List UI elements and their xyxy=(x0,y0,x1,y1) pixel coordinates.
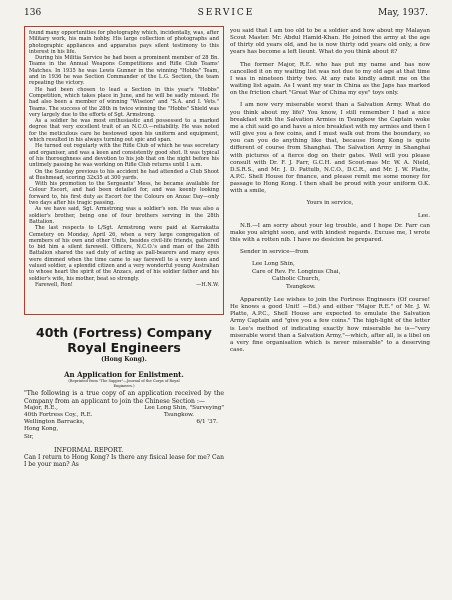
obituary-paragraph: As a soldier he was most enthusiastic and possessed to a marked degree that very excellent trait of an N.C.O.—reliability. He was noted for the meticulous care he bestowed upon his uniform and equipment, which resulted in his always turning out spic and span. xyxy=(29,118,219,144)
reprint-note: (Reprinted from "The Sapper"—Journal of the Corps of Royal Engineers.) xyxy=(68,379,180,388)
sender-line: Sender in service—from xyxy=(240,249,309,256)
letter-paragraph: I am now very miserable worst than a Salvation Army. What do you think about my life? You know, I still remember I had a nice breakfast with the Salvation Armies in Tsungkow the Captain woke me a chit said go and have a nice breakfast with my armies and then I will give you a few coins, and I must walk out from the boundary, so you can you do anything like that, because Hong Kong is quite different of course from Shanghai. The Salvation Army in Shanghai with pictures of a fierce dog on their gates. Well will you please consult with Dr. F. J. Farr, G.C.H. and Scout-mas Mr. W. A. Nield, D.S.R.S., and Mr. J. D. Pattulb, N.C.O., D.C.R., and Mr. J. W. Platte, A.P.C. Shell House for finance, and please remit me some money for passage to Hong Kong. I then shall be proud with your uniform O.K. with a smile, xyxy=(230,102,430,195)
letter-address: Major, R.E., Lee Long Shin, "Surveying" 40th Fortress Coy., R.E. Tsungkow. Wellington Barracks, 6/1 '37. Hong Kong, Sir, xyxy=(24,405,224,440)
obituary-paragraph: found many opportunities for photography which, incidentally, was, after Military work, his main hobby. His large collection of photographs and photographic appliances and apparatus pays silent testimony to this interest in his life. xyxy=(29,30,219,55)
lead-paragraph: "The following is a true copy of an application received by the Company from an applicant to join the Chinese Section :— xyxy=(24,390,224,405)
left-column xyxy=(24,26,224,469)
editor-commentary: Apparently Lee wishes to join the Fortress Engineers (Of course! He knows a good Unit! —Ed.) and either "Major R.E." of Mr. J. W. Platte, A.P.C., Shell House are expected to emulate the Salvation Army Captain and "give you a few coins." The high-light of the letter is Lee's method of indicating exactly how miserable he is—"very miserable worst than a Salvation Army,"—which, after all, is a libel on a very fine organisation which is never miserable" to a deserving case. xyxy=(230,297,430,354)
obituary-signoff xyxy=(29,282,219,288)
page-header xyxy=(24,6,428,20)
letter-paragraph: The former Major, R.E. who has put my name and has now cancelled it on my waiting list was not due to my old age at that time I was in nineteen thirty two. At any rate kindly admit me on the waiting list again. As I want my war in China as the Japs has marked on the friction chart "Great War of China my eye" toys only. xyxy=(230,61,430,97)
issue-date: May, 1937. xyxy=(378,8,428,18)
obituary-signature: —H.N.W. xyxy=(196,281,219,288)
obituary-paragraph: As we have said, Sgt. Armstrong was a soldier's son. He was also a soldier's brother, being one of four brothers serving in the 28th Battalion. xyxy=(29,206,219,225)
obituary-paragraph: He turned out regularly with the Rifle Club of which he was secretary and organiser, and was a keen and consistently good shot. It was typical of his thoroughness and devotion to his job that on the night before his untimely passing he was working on Rifle Club returns until 1 a.m. xyxy=(29,143,219,169)
informal-report-heading: INFORMAL REPORT. xyxy=(54,445,124,454)
obituary-paragraph: The last respects to L/Sgt. Armstrong were paid at Karrakatta Cemetery on Monday, April 26, when a very large congregation of members of his own and other Units, besides civil-life friends, gathered to bid him a silent farewell. Officers, N.C.O.'s and man of the 28th Battalion shared the sad duty of acting as pall-bearers and many eyes were dimmed when the time came to say farewell to a very keen and valued soldier, a splendid citizen and a very wonderful young Australian to whose heart the spirit of the Anzacs, and of his soldier father and his soldier's wife, his mother, beat so strongly. xyxy=(29,225,219,282)
obituary-closing: Farewell, Ron! xyxy=(35,281,73,288)
enlistment-article xyxy=(24,325,224,469)
obituary-paragraph: On the Sunday previous to his accident he had attended a Club Shoot at Bushmead, scoring 32x35 at 300 yards. xyxy=(29,168,219,181)
right-column xyxy=(230,28,430,359)
letter-closing: Yours in service, xyxy=(306,200,354,207)
obituary-paragraph: He had been chosen to lead a Section in this year's "Hobbs" Competition, which takes place in June, and he will be sadly missed. He had also been a member of winning "Wiseion" and "S.A. and I. Vets." Teams. The success of the 28th in twice winning the "Hobbs" Shield was very largely due to the efforts of Sgt. Armstrong. xyxy=(29,86,219,118)
letter-paragraph: you said that I am too old to be a soldier and how about my Malayan Scout Master. Mr. Abdul Hamid-Khan. He joined the army at the age of thirty old years old, and he is now thirty odd years old only, a few years has become a left lieunt. What do you think about it? xyxy=(230,28,430,56)
obituary-paragraph: With his promotion to the Sergeants' Mess, he became available for Colour Escort, and had been detailed for, and was keenly looking forward to, his first duty as Escort for the Colours on Anzac Day—only two days after his tragic passing. xyxy=(29,181,219,207)
obituary-paragraph: During his Militia Service he had been a prominent member of 28 Bn. Teams in the Annual Weapons Competitions and Rifle Club Teams' Matches. In 1935 he was Lewis Gunner in the winning "Hobbs" Team, and in 1936 he was Section Commander of the L.G. Section, the team repeating the victory. xyxy=(29,55,219,87)
magazine-title: SERVICE xyxy=(197,8,255,18)
article-title: 40th (Fortress) Company Royal Engineers xyxy=(36,325,212,355)
page-number: 136 xyxy=(24,8,42,18)
section-heading: An Application for Enlistment. xyxy=(64,370,184,379)
letter-body: Can I return to Hong Kong? Is there any fisical lease for me? Can I be your man? As xyxy=(24,453,224,469)
letter-signature: Lee. xyxy=(417,212,430,219)
obituary-box xyxy=(24,26,224,315)
sender-address: Lee Long Shin, Care of Rev. Fr. Longinus Chai, Catholic Church, Tsungkow. xyxy=(252,261,341,290)
article-subtitle: (Hong Kong). xyxy=(101,356,147,363)
postscript: N.B.—I am sorry about your leg trouble, and I hope Dr. Farr can make you alright soon, and with kindest regards. Excuse me, I wrote this with a rotten nib. I have no desicion be prepared. xyxy=(230,222,430,244)
